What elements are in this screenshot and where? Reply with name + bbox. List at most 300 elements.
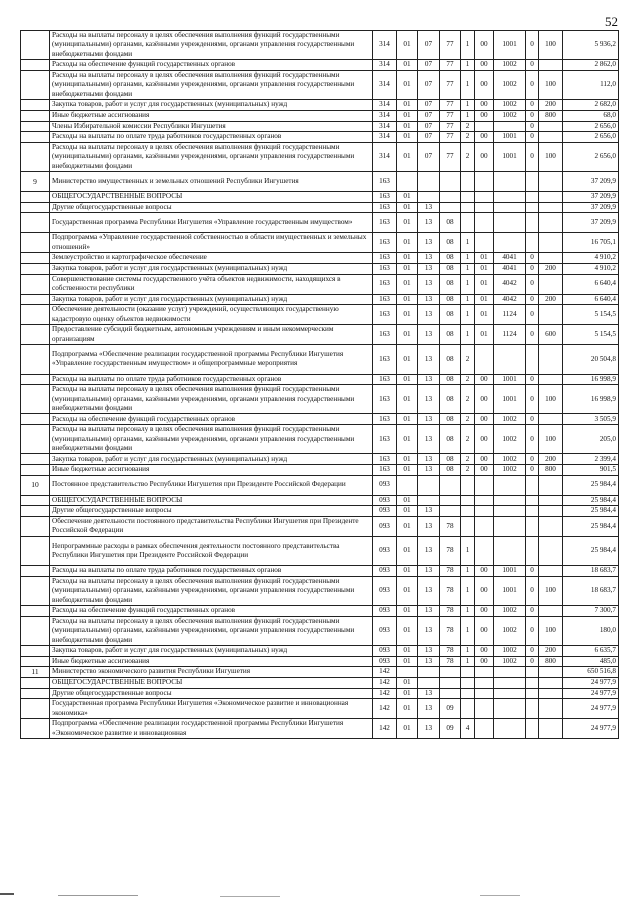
code-cell-9 — [539, 475, 563, 495]
code-cell-8: 0 — [526, 374, 539, 385]
code-cell-7 — [494, 233, 526, 253]
table-row — [21, 253, 619, 264]
code-cell-4: 08 — [440, 465, 461, 476]
code-cell-3 — [418, 495, 440, 506]
code-cell-7 — [494, 213, 526, 233]
code-cell-9 — [539, 60, 563, 71]
code-cell-6: 01 — [475, 263, 494, 274]
code-cell-7: 1002 — [494, 100, 526, 111]
item-name: Расходы на выплаты персоналу в целях обеспечения выполнения функций государственными (муниципальными) органами, казёнными учреждениями, органами управления государственными внебюджетными фондами — [50, 385, 373, 414]
code-cell-5: 1 — [461, 31, 475, 60]
code-cell-3 — [418, 172, 440, 192]
code-cell-7 — [494, 516, 526, 536]
table-row — [21, 274, 619, 294]
code-cell-9 — [539, 172, 563, 192]
code-cell-8: 0 — [526, 656, 539, 667]
code-cell-6 — [475, 202, 494, 213]
code-cell-2: 01 — [397, 213, 418, 233]
item-name: Непрограммные расходы в рамках обеспечения деятельности постоянного представительства Республики Ингушетия при Президенте Российской Федерации — [50, 536, 373, 565]
code-cell-8: 0 — [526, 616, 539, 645]
code-cell-8: 0 — [526, 325, 539, 345]
item-name: Обеспечение деятельности (оказание услуг) учреждений, осуществляющих государственную кадастровую оценку объектов недвижимости — [50, 305, 373, 325]
code-cell-6: 00 — [475, 385, 494, 414]
code-cell-2: 01 — [397, 616, 418, 645]
code-cell-7 — [494, 192, 526, 203]
amount-cell: 25 984,4 — [563, 536, 619, 565]
code-cell-8: 0 — [526, 60, 539, 71]
code-cell-3: 13 — [418, 305, 440, 325]
code-cell-7: 4042 — [494, 274, 526, 294]
code-cell-6: 00 — [475, 374, 494, 385]
amount-cell: 5 936,2 — [563, 31, 619, 60]
row-number — [21, 374, 50, 385]
code-cell-5: 2 — [461, 374, 475, 385]
code-cell-6 — [475, 677, 494, 688]
row-number — [21, 454, 50, 465]
code-cell-1: 093 — [373, 576, 397, 605]
code-cell-7: 1002 — [494, 616, 526, 645]
code-cell-6: 00 — [475, 566, 494, 577]
amount-cell: 37 209,9 — [563, 202, 619, 213]
code-cell-8: 0 — [526, 566, 539, 577]
code-cell-2: 01 — [397, 454, 418, 465]
code-cell-2 — [397, 172, 418, 192]
item-name: Государственная программа Республики Ингушетия «Управление государственным имуществом» — [50, 213, 373, 233]
code-cell-5: 1 — [461, 606, 475, 617]
table-row — [21, 132, 619, 143]
code-cell-6: 00 — [475, 606, 494, 617]
amount-cell: 20 504,8 — [563, 345, 619, 374]
amount-cell: 25 984,4 — [563, 495, 619, 506]
code-cell-9: 200 — [539, 646, 563, 657]
row-number — [21, 213, 50, 233]
table-row — [21, 677, 619, 688]
code-cell-4: 08 — [440, 274, 461, 294]
code-cell-8: 0 — [526, 385, 539, 414]
code-cell-4: 08 — [440, 345, 461, 374]
page-number: 52 — [605, 14, 618, 29]
table-row — [21, 495, 619, 506]
code-cell-9: 100 — [539, 385, 563, 414]
table-row — [21, 425, 619, 454]
code-cell-8: 0 — [526, 70, 539, 99]
code-cell-6: 00 — [475, 414, 494, 425]
code-cell-9: 100 — [539, 425, 563, 454]
code-cell-3: 13 — [418, 536, 440, 565]
code-cell-4: 77 — [440, 31, 461, 60]
code-cell-2: 01 — [397, 263, 418, 274]
code-cell-4: 78 — [440, 516, 461, 536]
row-number — [21, 688, 50, 699]
code-cell-4: 08 — [440, 263, 461, 274]
code-cell-1: 093 — [373, 495, 397, 506]
code-cell-8 — [526, 667, 539, 678]
code-cell-3: 07 — [418, 142, 440, 171]
code-cell-6 — [475, 192, 494, 203]
table-row — [21, 305, 619, 325]
code-cell-9 — [539, 345, 563, 374]
code-cell-1: 093 — [373, 536, 397, 565]
code-cell-9 — [539, 305, 563, 325]
table-row — [21, 506, 619, 517]
code-cell-9 — [539, 495, 563, 506]
code-cell-8: 0 — [526, 414, 539, 425]
code-cell-6 — [475, 213, 494, 233]
code-cell-9 — [539, 192, 563, 203]
code-cell-4: 77 — [440, 60, 461, 71]
table-row — [21, 576, 619, 605]
code-cell-5 — [461, 516, 475, 536]
code-cell-7 — [494, 688, 526, 699]
row-number — [21, 699, 50, 719]
code-cell-8 — [526, 688, 539, 699]
row-number — [21, 233, 50, 253]
code-cell-2 — [397, 667, 418, 678]
table-row — [21, 646, 619, 657]
table-body — [21, 31, 619, 739]
code-cell-2: 01 — [397, 719, 418, 739]
code-cell-3: 13 — [418, 414, 440, 425]
code-cell-3: 13 — [418, 425, 440, 454]
row-number — [21, 677, 50, 688]
code-cell-3: 13 — [418, 454, 440, 465]
code-cell-8 — [526, 677, 539, 688]
item-name: Предоставление субсидий бюджетным, автономным учреждениям и иным некоммерческим организациям — [50, 325, 373, 345]
code-cell-1: 142 — [373, 719, 397, 739]
code-cell-5: 1 — [461, 305, 475, 325]
amount-cell: 2 656,0 — [563, 121, 619, 132]
row-number — [21, 576, 50, 605]
code-cell-5 — [461, 475, 475, 495]
row-number: 11 — [21, 667, 50, 678]
code-cell-2: 01 — [397, 121, 418, 132]
code-cell-5 — [461, 495, 475, 506]
row-number — [21, 263, 50, 274]
table-row — [21, 31, 619, 60]
amount-cell: 2 399,4 — [563, 454, 619, 465]
code-cell-5: 1 — [461, 646, 475, 657]
code-cell-5: 2 — [461, 425, 475, 454]
code-cell-5: 2 — [461, 142, 475, 171]
code-cell-6 — [475, 536, 494, 565]
code-cell-5: 2 — [461, 121, 475, 132]
code-cell-4 — [440, 192, 461, 203]
code-cell-6 — [475, 121, 494, 132]
item-name: Иные бюджетные ассигнования — [50, 656, 373, 667]
code-cell-1: 314 — [373, 70, 397, 99]
code-cell-6 — [475, 516, 494, 536]
amount-cell: 24 977,9 — [563, 677, 619, 688]
code-cell-9: 100 — [539, 31, 563, 60]
code-cell-2: 01 — [397, 506, 418, 517]
table-row — [21, 667, 619, 678]
code-cell-8: 0 — [526, 253, 539, 264]
table-row — [21, 263, 619, 274]
code-cell-1: 163 — [373, 202, 397, 213]
item-name: Иные бюджетные ассигнования — [50, 110, 373, 121]
code-cell-3: 13 — [418, 688, 440, 699]
code-cell-3: 07 — [418, 132, 440, 143]
row-number — [21, 495, 50, 506]
code-cell-5: 2 — [461, 414, 475, 425]
code-cell-1: 142 — [373, 667, 397, 678]
code-cell-1: 093 — [373, 475, 397, 495]
code-cell-7: 1002 — [494, 465, 526, 476]
code-cell-7: 1001 — [494, 385, 526, 414]
code-cell-2: 01 — [397, 566, 418, 577]
code-cell-8 — [526, 699, 539, 719]
code-cell-2: 01 — [397, 70, 418, 99]
code-cell-4 — [440, 495, 461, 506]
code-cell-2: 01 — [397, 110, 418, 121]
item-name: Другие общегосударственные вопросы — [50, 202, 373, 213]
code-cell-5: 1 — [461, 576, 475, 605]
amount-cell: 25 984,4 — [563, 516, 619, 536]
code-cell-1: 142 — [373, 688, 397, 699]
table-row — [21, 233, 619, 253]
code-cell-9 — [539, 121, 563, 132]
code-cell-3: 13 — [418, 202, 440, 213]
row-number — [21, 414, 50, 425]
budget-table — [20, 30, 619, 739]
code-cell-3: 13 — [418, 516, 440, 536]
code-cell-6: 00 — [475, 656, 494, 667]
code-cell-2: 01 — [397, 576, 418, 605]
code-cell-6 — [475, 506, 494, 517]
row-number — [21, 192, 50, 203]
code-cell-5 — [461, 213, 475, 233]
amount-cell: 24 977,9 — [563, 719, 619, 739]
item-name: Постоянное представительство Республики Ингушетия при Президенте Российской Федерации — [50, 475, 373, 495]
amount-cell: 24 977,9 — [563, 699, 619, 719]
amount-cell: 901,5 — [563, 465, 619, 476]
code-cell-7: 1001 — [494, 142, 526, 171]
code-cell-4: 77 — [440, 142, 461, 171]
item-name: Обеспечение деятельности постоянного представительства Республики Ингушетия при Президенте Российской Федерации — [50, 516, 373, 536]
code-cell-4: 09 — [440, 699, 461, 719]
code-cell-5: 1 — [461, 100, 475, 111]
code-cell-7: 4042 — [494, 294, 526, 305]
code-cell-2: 01 — [397, 294, 418, 305]
code-cell-5: 2 — [461, 465, 475, 476]
code-cell-1: 163 — [373, 305, 397, 325]
code-cell-3: 07 — [418, 121, 440, 132]
item-name: Расходы на выплаты по оплате труда работников государственных органов — [50, 374, 373, 385]
row-number — [21, 425, 50, 454]
table-row — [21, 536, 619, 565]
amount-cell: 25 984,4 — [563, 475, 619, 495]
code-cell-8: 0 — [526, 142, 539, 171]
code-cell-4: 77 — [440, 110, 461, 121]
code-cell-9: 100 — [539, 70, 563, 99]
code-cell-2: 01 — [397, 414, 418, 425]
code-cell-7: 1002 — [494, 60, 526, 71]
scan-edge-mark — [58, 895, 138, 896]
code-cell-8: 0 — [526, 454, 539, 465]
code-cell-3: 13 — [418, 345, 440, 374]
row-number — [21, 60, 50, 71]
code-cell-6: 00 — [475, 142, 494, 171]
code-cell-3: 13 — [418, 656, 440, 667]
amount-cell: 37 209,9 — [563, 172, 619, 192]
amount-cell: 18 683,7 — [563, 566, 619, 577]
code-cell-8 — [526, 506, 539, 517]
code-cell-4: 08 — [440, 425, 461, 454]
code-cell-8 — [526, 213, 539, 233]
code-cell-2: 01 — [397, 60, 418, 71]
code-cell-2: 01 — [397, 677, 418, 688]
code-cell-8: 0 — [526, 294, 539, 305]
code-cell-3: 13 — [418, 699, 440, 719]
item-name: ОБЩЕГОСУДАРСТВЕННЫЕ ВОПРОСЫ — [50, 495, 373, 506]
code-cell-5: 1 — [461, 325, 475, 345]
code-cell-7 — [494, 667, 526, 678]
code-cell-4 — [440, 677, 461, 688]
code-cell-4: 08 — [440, 253, 461, 264]
amount-cell: 2 656,0 — [563, 132, 619, 143]
code-cell-7 — [494, 699, 526, 719]
item-name: Расходы на выплаты персоналу в целях обеспечения выполнения функций государственными (муниципальными) органами, казёнными учреждениями, органами управления государственными внебюджетными фондами — [50, 70, 373, 99]
code-cell-4: 08 — [440, 213, 461, 233]
row-number — [21, 646, 50, 657]
code-cell-1: 163 — [373, 253, 397, 264]
table-row — [21, 688, 619, 699]
code-cell-1: 163 — [373, 172, 397, 192]
amount-cell: 4 910,2 — [563, 253, 619, 264]
code-cell-1: 163 — [373, 425, 397, 454]
code-cell-2: 01 — [397, 465, 418, 476]
code-cell-6: 00 — [475, 454, 494, 465]
code-cell-1: 314 — [373, 100, 397, 111]
code-cell-9: 600 — [539, 325, 563, 345]
item-name: Иные бюджетные ассигнования — [50, 465, 373, 476]
code-cell-8: 0 — [526, 31, 539, 60]
code-cell-2: 01 — [397, 31, 418, 60]
code-cell-3: 13 — [418, 263, 440, 274]
item-name: Расходы на выплаты персоналу в целях обеспечения выполнения функций государственными (муниципальными) органами, казёнными учреждениями, органами управления государственными внебюджетными фондами — [50, 576, 373, 605]
code-cell-1: 093 — [373, 516, 397, 536]
code-cell-6 — [475, 345, 494, 374]
code-cell-5 — [461, 202, 475, 213]
code-cell-8: 0 — [526, 576, 539, 605]
code-cell-9 — [539, 374, 563, 385]
table-row — [21, 699, 619, 719]
amount-cell: 68,0 — [563, 110, 619, 121]
code-cell-6 — [475, 495, 494, 506]
code-cell-7 — [494, 677, 526, 688]
table-row — [21, 202, 619, 213]
code-cell-1: 093 — [373, 616, 397, 645]
code-cell-4 — [440, 506, 461, 517]
row-number — [21, 202, 50, 213]
code-cell-2: 01 — [397, 345, 418, 374]
code-cell-2: 01 — [397, 374, 418, 385]
code-cell-2: 01 — [397, 495, 418, 506]
code-cell-6: 01 — [475, 294, 494, 305]
code-cell-2: 01 — [397, 192, 418, 203]
code-cell-2: 01 — [397, 132, 418, 143]
code-cell-4: 78 — [440, 656, 461, 667]
code-cell-7 — [494, 719, 526, 739]
table-row — [21, 100, 619, 111]
code-cell-5 — [461, 506, 475, 517]
code-cell-4: 78 — [440, 536, 461, 565]
code-cell-3: 07 — [418, 31, 440, 60]
code-cell-9 — [539, 132, 563, 143]
row-number — [21, 536, 50, 565]
code-cell-4: 77 — [440, 132, 461, 143]
code-cell-1: 314 — [373, 31, 397, 60]
code-cell-1: 314 — [373, 132, 397, 143]
scan-edge-mark — [220, 896, 280, 897]
code-cell-5 — [461, 677, 475, 688]
code-cell-4: 77 — [440, 121, 461, 132]
item-name: Расходы на выплаты по оплате труда работников государственных органов — [50, 132, 373, 143]
code-cell-6: 00 — [475, 100, 494, 111]
code-cell-6: 01 — [475, 325, 494, 345]
table-row — [21, 385, 619, 414]
code-cell-9: 800 — [539, 656, 563, 667]
table-row — [21, 294, 619, 305]
code-cell-4: 78 — [440, 566, 461, 577]
code-cell-4 — [440, 172, 461, 192]
code-cell-5: 1 — [461, 70, 475, 99]
item-name: Расходы на выплаты персоналу в целях обеспечения выполнения функций государственными (муниципальными) органами, казёнными учреждениями, органами управления государственными внебюджетными фондами — [50, 142, 373, 171]
table-row — [21, 719, 619, 739]
table-row — [21, 142, 619, 171]
code-cell-2: 01 — [397, 385, 418, 414]
row-number — [21, 70, 50, 99]
code-cell-5: 2 — [461, 454, 475, 465]
code-cell-9 — [539, 414, 563, 425]
code-cell-5: 1 — [461, 60, 475, 71]
row-number — [21, 385, 50, 414]
amount-cell: 16 705,1 — [563, 233, 619, 253]
table-row — [21, 374, 619, 385]
code-cell-8: 0 — [526, 121, 539, 132]
code-cell-1: 163 — [373, 274, 397, 294]
code-cell-1: 163 — [373, 454, 397, 465]
table-row — [21, 60, 619, 71]
code-cell-4: 78 — [440, 576, 461, 605]
code-cell-9 — [539, 202, 563, 213]
code-cell-7: 4041 — [494, 263, 526, 274]
code-cell-5: 2 — [461, 132, 475, 143]
code-cell-7 — [494, 536, 526, 565]
code-cell-1: 093 — [373, 566, 397, 577]
code-cell-1: 314 — [373, 110, 397, 121]
code-cell-4: 08 — [440, 454, 461, 465]
code-cell-9 — [539, 213, 563, 233]
code-cell-1: 163 — [373, 385, 397, 414]
code-cell-4: 08 — [440, 374, 461, 385]
code-cell-3: 13 — [418, 253, 440, 264]
row-number — [21, 100, 50, 111]
code-cell-9 — [539, 566, 563, 577]
code-cell-5 — [461, 699, 475, 719]
item-name: Закупка товаров, работ и услуг для государственных (муниципальных) нужд — [50, 294, 373, 305]
row-number — [21, 616, 50, 645]
table-row — [21, 110, 619, 121]
row-number — [21, 656, 50, 667]
code-cell-4: 77 — [440, 70, 461, 99]
code-cell-9 — [539, 516, 563, 536]
code-cell-9: 200 — [539, 294, 563, 305]
code-cell-4: 08 — [440, 305, 461, 325]
code-cell-6: 00 — [475, 425, 494, 454]
code-cell-7 — [494, 172, 526, 192]
code-cell-3: 13 — [418, 465, 440, 476]
